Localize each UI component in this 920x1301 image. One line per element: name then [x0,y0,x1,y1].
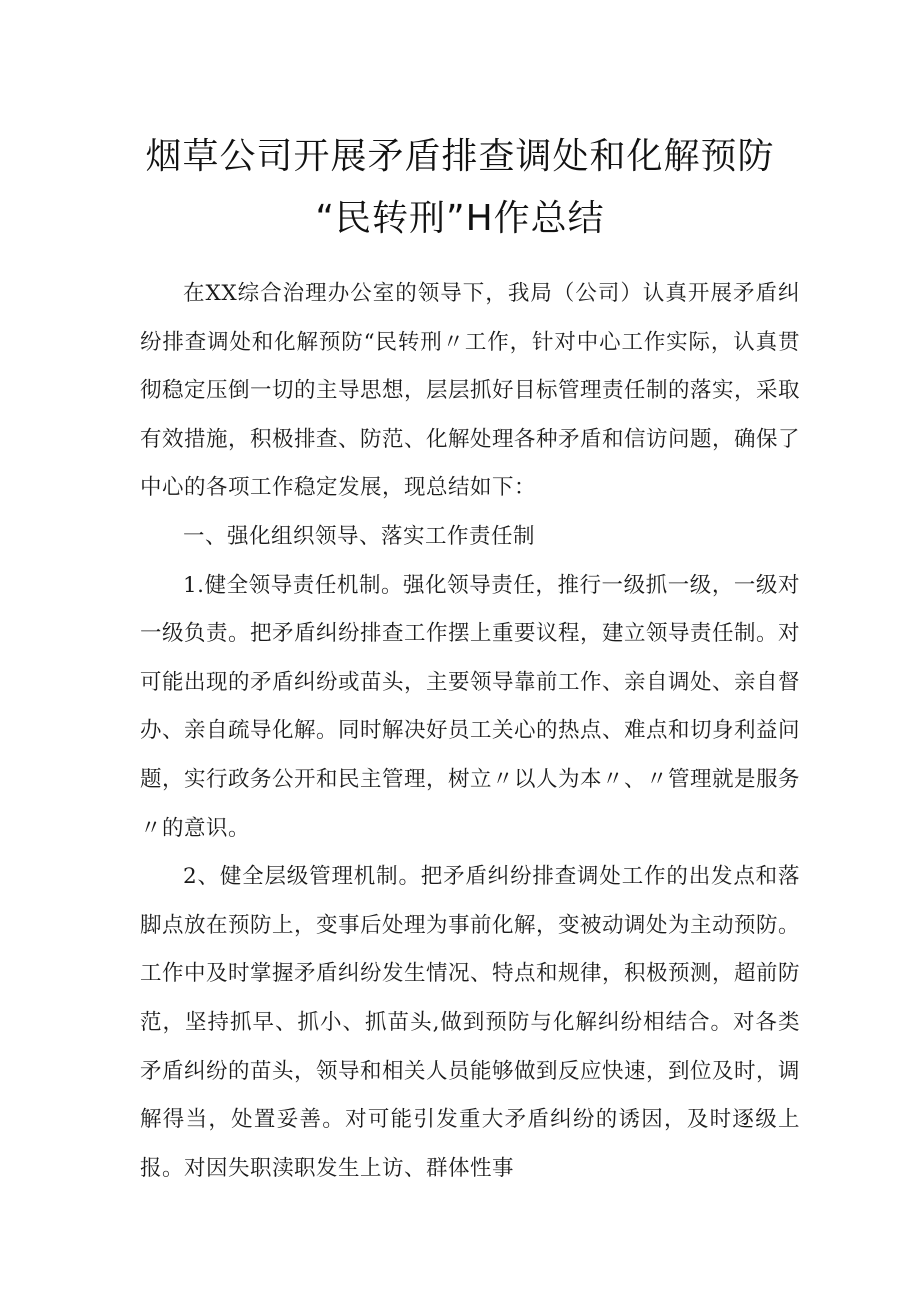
document-title-line-2: “民转刑”H作总结 [315,198,605,239]
paragraph-leadership-mechanism: 1.健全领导责任机制。强化领导责任，推行一级抓一级，一级对一级负责。把矛盾纠纷排查工作摆上重要议程，建立领导责任制。对可能出现的矛盾纠纷或苗头，主要领导靠前工作、亲自调处、亲自督办、亲自疏导化解。同时解决好员工关心的热点、难点和切身利益问题，实行政务公开和民主管理，树立〃以人为本〃、〃管理就是服务〃的意识。 [140,572,801,841]
document-title-line-1: 烟草公司开展矛盾排查调处和化解预防 [145,136,775,177]
document-body [140,270,800,1193]
intro-paragraph: 在XX综合治理办公室的领导下，我局（公司）认真开展矛盾纠纷排查调处和化解预防“民转刑〃工作，针对中心工作实际，认真贯彻稳定压倒一切的主导思想，层层抓好目标管理责任制的落实，采取有效措施，积极排查、防范、化解处理各种矛盾和信访问题，确保了中心的各项工作稳定发展，现总结如下： [140,281,801,501]
paragraph-hierarchy-mechanism: 2、健全层级管理机制。把矛盾纠纷排查调处工作的出发点和落脚点放在预防上，变事后处理为事前化解，变被动调处为主动预防。工作中及时掌握矛盾纠纷发生情况、特点和规律，积极预测，超前防范，坚持抓早、抓小、抓苗头,做到预防与化解纠纷相结合。对各类矛盾纠纷的苗头，领导和相关人员能够做到反应快速，到位及时，调解得当，处置妥善。对可能引发重大矛盾纠纷的诱因，及时逐级上报。对因失职渎职发生上访、群体性事 [140,864,801,1181]
section-heading-1: 一、强化组织领导、落实工作责任制 [183,523,536,549]
